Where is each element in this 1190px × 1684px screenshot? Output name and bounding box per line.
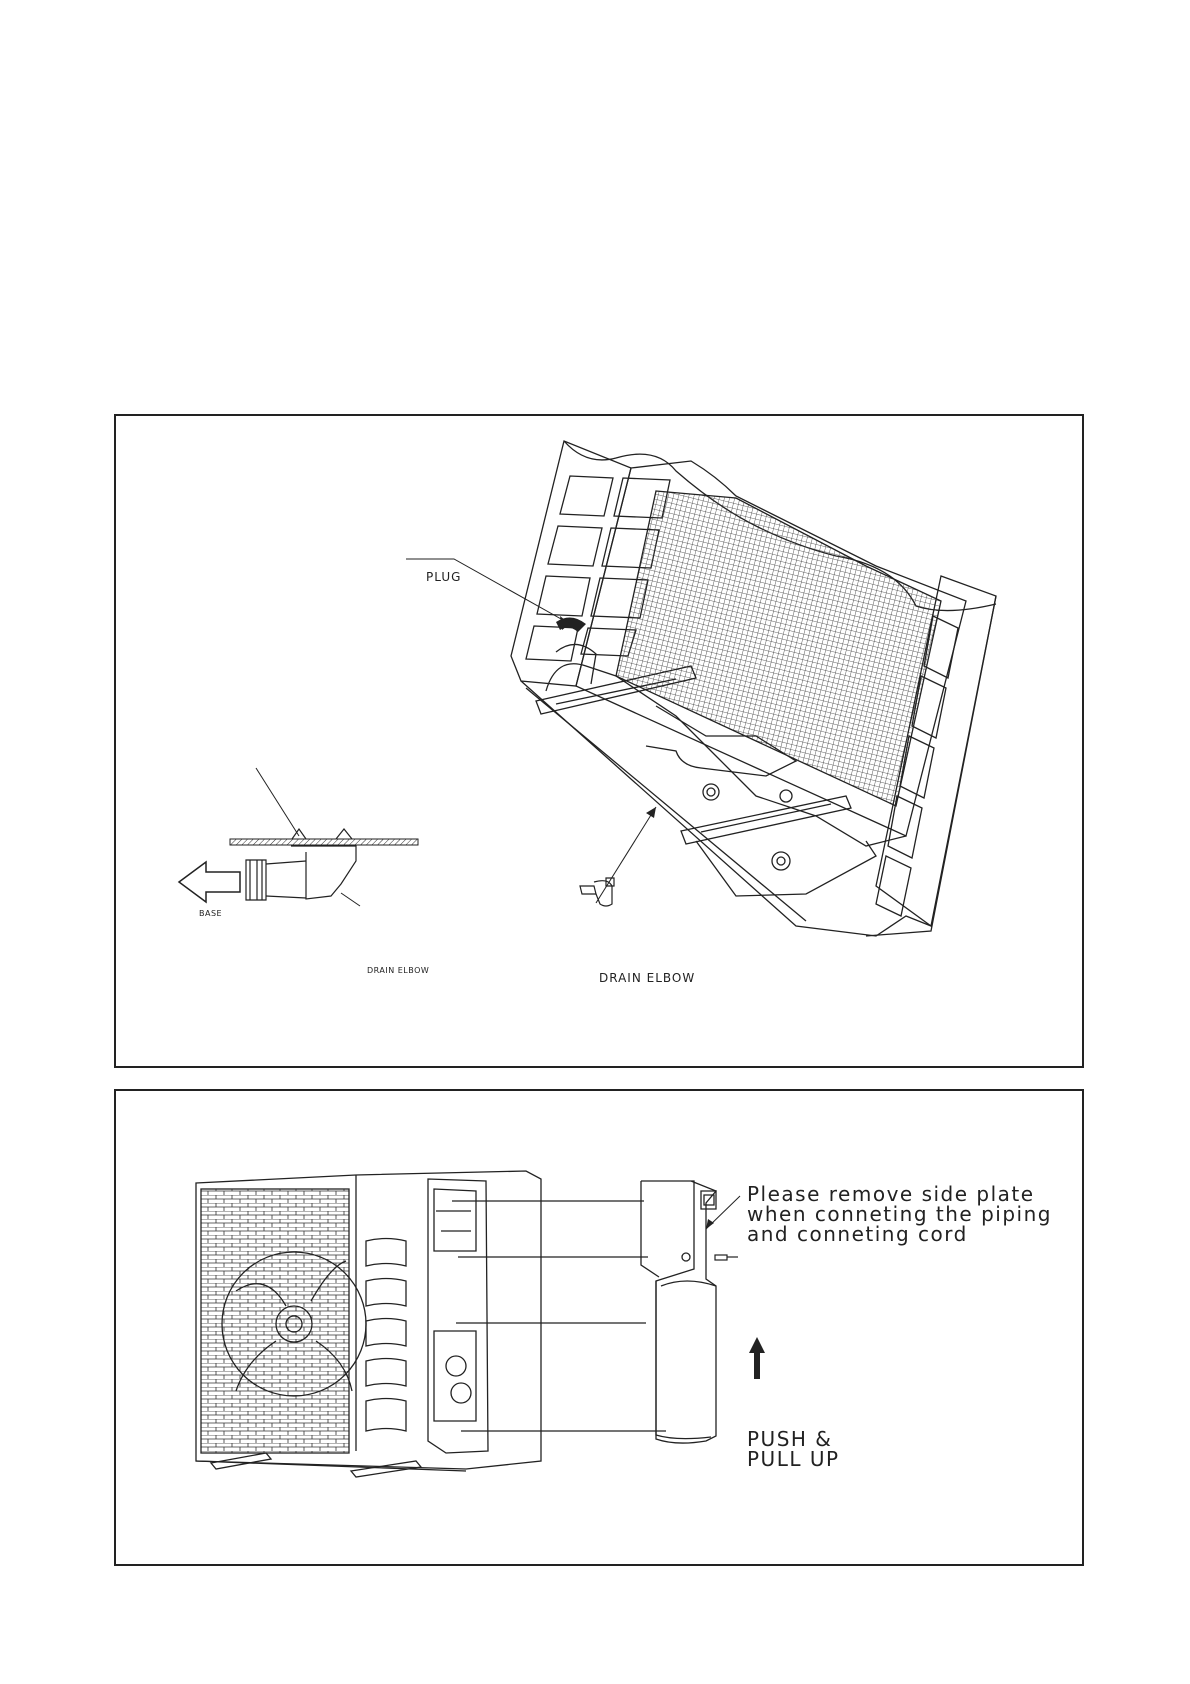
note-line-1: Please remove side plate	[747, 1182, 1035, 1206]
figure-side-plate	[114, 1089, 1084, 1566]
side-plate	[641, 1181, 716, 1443]
screw-icon	[715, 1255, 738, 1260]
base-label: BASE	[199, 909, 223, 918]
plug-label: PLUG	[426, 570, 462, 584]
mounting-foot-right	[681, 796, 851, 844]
note-line-2: when conneting the piping	[747, 1202, 1052, 1226]
note-line-3: and conneting cord	[747, 1222, 968, 1246]
figure-drain-elbow	[114, 414, 1084, 1068]
drain-elbow-leader	[596, 807, 656, 903]
push-label: PUSH &	[747, 1427, 833, 1451]
outdoor-unit-front-view	[116, 1091, 1082, 1564]
outdoor-unit-bottom-view	[116, 416, 1082, 1066]
drain-elbow-large-label: DRAIN ELBOW	[599, 971, 696, 985]
base-section	[230, 829, 418, 900]
drain-elbow-small-label: DRAIN ELBOW	[367, 966, 430, 975]
arrow-up-icon	[749, 1337, 765, 1379]
pull-up-label: PULL UP	[747, 1447, 840, 1471]
arrow-left-icon	[179, 862, 240, 902]
side-handles-front	[366, 1239, 406, 1432]
